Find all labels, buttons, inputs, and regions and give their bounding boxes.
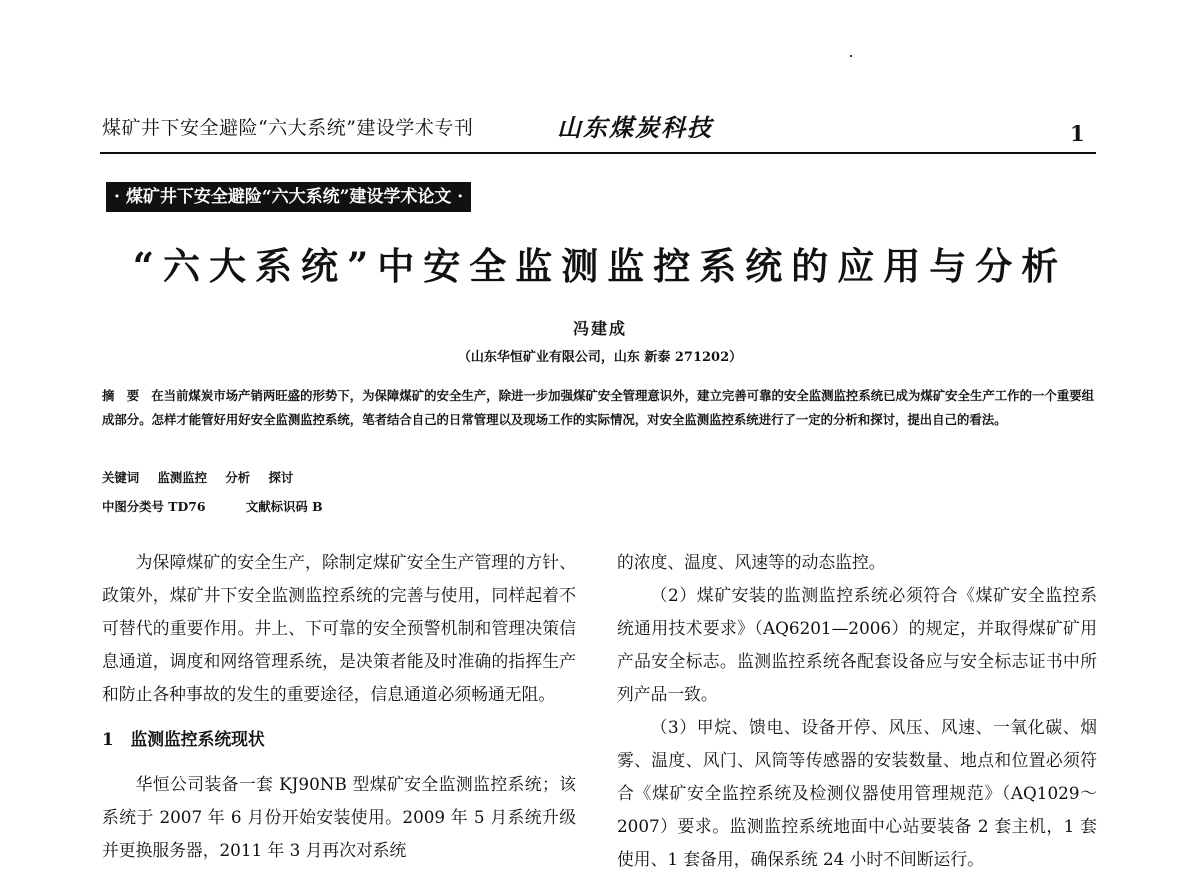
body-paragraph: （2）煤矿安装的监测监控系统必须符合《煤矿安全监控系统通用技术要求》（AQ6201—2006）的规定，并取得煤矿矿用产品安全标志。监测监控系统各配套设备应与安全标志证书中所列产品一致。 xyxy=(617,585,1097,704)
header-rule xyxy=(100,152,1096,154)
keyword-item: 分析 xyxy=(225,470,251,485)
body-column-right xyxy=(617,546,1097,876)
doc-code-label: 文献标识码 xyxy=(245,499,308,514)
page-number: 1 xyxy=(1070,121,1085,146)
body-paragraph: 的浓度、温度、风速等的动态监控。 xyxy=(617,552,886,572)
doc-code-value: B xyxy=(312,499,323,514)
keyword-item: 探讨 xyxy=(268,470,294,485)
classification-line xyxy=(102,497,323,515)
author-affiliation: （山东华恒矿业有限公司，山东 新泰 271202） xyxy=(457,350,743,365)
clc-label: 中图分类号 xyxy=(102,499,164,514)
body-paragraph: （3）甲烷、馈电、设备开停、风压、风速、一氧化碳、烟雾、温度、风门、风筒等传感器的安装数量、地点和位置必须符合《煤矿安全监控系统及检测仪器使用管理规范》（AQ1029～2007）要求。监测监控系统地面中心站要装备 2 套主机，1 套使用、1 套备用，确保系统 24 小时不间断运行。 xyxy=(617,717,1097,869)
body-paragraph: 华恒公司装备一套 KJ90NB 型煤矿安全监测监控系统；该系统于 2007 年 6 月份开始安装使用。2009 年 5 月系统升级并更换服务器，2011 年 3 月再次对系统 xyxy=(102,774,576,860)
body-column-left xyxy=(102,546,576,867)
speck-mark xyxy=(850,55,852,57)
paper-title: “六大系统”中安全监测监控系统的应用与分析 xyxy=(132,244,1068,288)
section-heading: 1 监测监控系统现状 xyxy=(102,729,265,749)
keywords xyxy=(102,468,293,486)
journal-series-title: 煤矿井下安全避险“六大系统”建设学术专刊 xyxy=(102,117,474,139)
abstract xyxy=(102,384,1094,432)
journal-logo: 山东煤炭科技 xyxy=(557,113,713,142)
clc-value: TD76 xyxy=(168,499,206,514)
keywords-label: 关键词 xyxy=(102,470,140,485)
section-banner: · 煤矿井下安全避险“六大系统”建设学术论文 · xyxy=(106,182,471,212)
keyword-item: 监测监控 xyxy=(157,470,208,485)
abstract-label: 摘 要 xyxy=(102,388,140,403)
body-paragraph: 为保障煤矿的安全生产，除制定煤矿安全生产管理的方针、政策外，煤矿井下安全监测监控系统的完善与使用，同样起着不可替代的重要作用。井上、下可靠的安全预警机制和管理决策信息通道，调度和网络管理系统，是决策者能及时准确的指挥生产和防止各种事故的发生的重要途径，信息通道必须畅通无阻。 xyxy=(102,552,576,704)
author-name: 冯建成 xyxy=(572,319,627,338)
abstract-text: 在当前煤炭市场产销两旺盛的形势下，为保障煤矿的安全生产，除进一步加强煤矿安全管理意识外，建立完善可靠的安全监测监控系统已成为煤矿安全生产工作的一个重要组成部分。怎样才能管好用好安全监测监控系统，笔者结合自己的日常管理以及现场工作的实际情况，对安全监测监控系统进行了一定的分析和探讨，提出自己的看法。 xyxy=(102,388,1095,427)
